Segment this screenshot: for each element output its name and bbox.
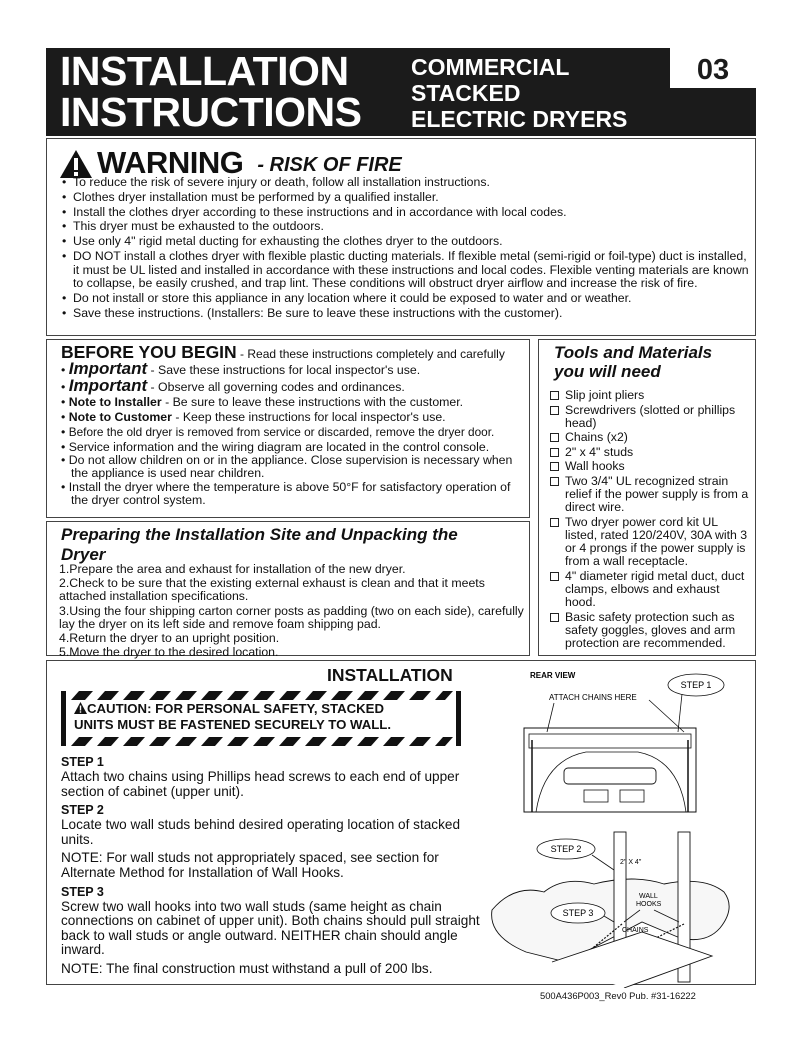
step-3-label: STEP 3 <box>61 884 104 899</box>
rear-view-label: REAR VIEW <box>530 671 576 680</box>
hazard-stripe-bottom <box>61 737 461 746</box>
title-line-2: INSTRUCTIONS <box>60 89 362 135</box>
step-2-label: STEP 2 <box>61 803 104 818</box>
tool-text: Screwdrivers (slotted or phillips head) <box>565 402 736 430</box>
checkbox-icon <box>550 477 559 486</box>
before-item: • Install the dryer where the temperature is above 50°F for satisfactory operation of the dryer control system. <box>61 479 511 508</box>
before-text: Do not allow children on or in the appliance. Close supervision is necessary when the appliance is used near children. <box>68 452 513 481</box>
tools-list <box>549 389 752 652</box>
note-customer-text: - Keep these instructions for local inspector's use. <box>171 409 446 424</box>
checkbox-icon <box>550 613 559 622</box>
before-text: Service information and the wiring diagram are located in the control console. <box>68 439 490 454</box>
warning-item: • Save these instructions. (Installers: Be sure to leave these instructions with the customer). <box>61 307 751 321</box>
before-item: • Important - Observe all governing codes and ordinances. <box>61 375 405 395</box>
chains-label: CHAINS <box>622 927 649 934</box>
before-list <box>61 359 526 509</box>
checkbox-icon <box>550 448 559 457</box>
installation-diagram <box>474 670 756 988</box>
checkbox-icon <box>550 406 559 415</box>
dryer-top-panel <box>529 734 691 748</box>
tool-text: Slip joint pliers <box>565 388 645 402</box>
checkbox-icon <box>550 433 559 442</box>
warning-item: • To reduce the risk of severe injury or death, follow all installation instructions. <box>61 176 751 190</box>
before-you-begin-box <box>46 339 530 518</box>
before-item: • Service information and the wiring diagram are located in the control console. <box>61 439 490 454</box>
hazard-edge-right <box>456 700 461 737</box>
note-installer-text: - Be sure to leave these instructions with the customer. <box>161 394 464 409</box>
title-line-1: INSTALLATION <box>60 48 349 94</box>
note-customer-label: Note to Customer <box>68 409 172 424</box>
before-item: • Before the old dryer is removed from service or discarded, remove the dryer door. <box>61 424 495 439</box>
warning-item: • Install the clothes dryer according to these instructions and in accordance with local codes. <box>61 206 751 220</box>
before-item: • Note to Customer - Keep these instructions for local inspector's use. <box>61 409 446 424</box>
preparing-item: 2.Check to be sure that the existing external exhaust is clean and that it meets attached installation specifications. <box>59 576 485 604</box>
preparing-title: Preparing the Installation Site and Unpacking the Dryer <box>61 525 458 564</box>
document-title <box>60 48 362 135</box>
important-text: - Observe all governing codes and ordinances. <box>147 379 405 394</box>
warning-item: • Use only 4" rigid metal ducting for exhausting the clothes dryer to the outdoors. <box>61 235 751 249</box>
preparing-item: 4.Return the dryer to an upright position. <box>59 631 280 646</box>
tool-item <box>549 389 752 402</box>
tool-text: Basic safety protection such as safety goggles, gloves and arm protection are recommended. <box>565 609 736 651</box>
checkbox-icon <box>550 462 559 471</box>
tool-item <box>549 570 752 610</box>
tool-text: Chains (x2) <box>565 430 628 445</box>
tool-text: Wall hooks <box>565 459 625 474</box>
before-item: • Note to Installer - Be sure to leave these instructions with the customer. <box>61 394 464 409</box>
step-2-note: NOTE: For wall studs not appropriately spaced, see section for Alternate Method for Installation of Wall Hooks. <box>61 850 439 880</box>
step-1-label: STEP 1 <box>61 755 104 769</box>
checkbox-icon <box>550 518 559 527</box>
wall-hooks-label-2: HOOKS <box>636 901 662 908</box>
hazard-stripe-top <box>61 691 461 700</box>
step-1-text: Attach two chains using Phillips head screws to each end of upper section of cabinet (upper unit). <box>61 769 460 799</box>
dryer-vent-panel <box>564 768 656 784</box>
before-tail: - Read these instructions completely and carefully <box>236 347 505 361</box>
caution-text <box>74 701 391 733</box>
warning-box <box>46 138 756 336</box>
subtitle-line-3: ELECTRIC DRYERS <box>411 106 628 132</box>
caution-triangle-icon <box>74 702 87 714</box>
dryer-opening <box>620 790 644 802</box>
warning-heading <box>59 143 402 179</box>
before-text: Before the old dryer is removed from service or discarded, remove the dryer door. <box>68 424 495 439</box>
tool-item <box>549 460 752 473</box>
leader-line <box>592 855 614 870</box>
document-id: 500A436P003_Rev0 Pub. #31-16222 <box>540 990 696 1001</box>
tools-title-line-2: you will need <box>554 361 661 381</box>
subtitle-line-1: COMMERCIAL <box>411 54 570 80</box>
tool-item <box>549 446 752 459</box>
warning-item: • Clothes dryer installation must be performed by a qualified installer. <box>61 191 751 205</box>
tools-title <box>554 344 712 381</box>
preparing-item: 1.Prepare the area and exhaust for installation of the new dryer. <box>59 562 406 576</box>
page-number: 03 <box>670 48 756 88</box>
tool-item <box>549 475 752 515</box>
installation-title: INSTALLATION <box>327 665 453 685</box>
leader-line <box>678 694 682 732</box>
wall-hooks-label-1: WALL <box>639 893 658 900</box>
warning-item: • This dryer must be exhausted to the outdoors. <box>61 220 751 234</box>
warning-item: • Do not install or store this appliance in any location where it could be exposed to water and or weather. <box>61 292 751 306</box>
tool-item <box>549 404 752 430</box>
step-2-callout-label: STEP 2 <box>550 844 582 854</box>
preparing-box <box>46 521 530 660</box>
product-subtitle <box>411 54 627 132</box>
studs-label: 2" X 4" <box>620 859 642 866</box>
dryer-opening <box>584 790 608 802</box>
caution-line-1: CAUTION: FOR PERSONAL SAFETY, STACKED <box>87 701 384 716</box>
tool-text: Two 3/4" UL recognized strain relief if the power supply is from a direct wire. <box>565 473 749 515</box>
warning-item: • DO NOT install a clothes dryer with flexible plastic ducting materials. If flexible metal (semi-rigid or foil-type) duct is installed, it must be UL listed and installed in accordance with these instructions and local codes. Flexible venting materials are known to collapse, be easily crushed, and trap lint. These conditions will obstruct dryer airflow and increase the risk of fire. <box>61 250 751 291</box>
preparing-item: 5.Move the dryer to the desired location. <box>59 645 279 660</box>
warning-list <box>61 176 751 321</box>
before-text: Install the dryer where the temperature is above 50°F for satisfactory operation of the dryer control system. <box>68 479 511 508</box>
final-note: NOTE: The final construction must withstand a pull of 200 lbs. <box>61 960 433 976</box>
note-installer-label: Note to Installer <box>68 394 162 409</box>
caution-line-2: UNITS MUST BE FASTENED SECURELY TO WALL. <box>74 717 392 732</box>
preparing-item: 3.Using the four shipping carton corner posts as padding (two on each side), carefully lay the dryer on its left side and remove foam shipping pad. <box>59 603 524 631</box>
hazard-edge-left <box>61 700 66 737</box>
before-title: BEFORE YOU BEGIN <box>61 342 237 362</box>
step-3-callout-label: STEP 3 <box>562 908 594 918</box>
subtitle-line-2: STACKED <box>411 80 521 106</box>
checkbox-icon <box>550 572 559 581</box>
tool-item <box>549 516 752 569</box>
step-1-callout-label: STEP 1 <box>680 680 712 690</box>
preparing-list <box>59 563 527 660</box>
tool-item <box>549 431 752 444</box>
checkbox-icon <box>550 391 559 400</box>
tool-text: Two dryer power cord kit UL listed, rated 120/240V, 30A with 3 or 4 prongs if the power supply is from a wall receptacle. <box>565 514 748 569</box>
tools-box <box>538 339 756 656</box>
attach-chains-label: ATTACH CHAINS HERE <box>549 693 637 702</box>
warning-risk: - RISK OF FIRE <box>257 154 402 176</box>
warning-word: WARNING <box>97 145 244 180</box>
important-label: Important <box>68 359 148 378</box>
tool-text: 2" x 4" studs <box>565 444 634 459</box>
important-label: Important <box>68 375 148 395</box>
tool-item <box>549 611 752 651</box>
installation-steps <box>61 751 481 981</box>
important-text: - Save these instructions for local inspector's use. <box>147 363 421 377</box>
page-header <box>46 48 756 136</box>
before-item: • Do not allow children on or in the appliance. Close supervision is necessary when the appliance is used near children. <box>61 452 513 481</box>
before-item: • Important - Save these instructions for local inspector's use. <box>61 359 421 378</box>
tools-title-line-1: Tools and Materials <box>554 343 713 362</box>
caution-banner <box>61 691 461 745</box>
step-2-text: Locate two wall studs behind desired operating location of stacked units. <box>61 817 460 847</box>
step-3-text: Screw two wall hooks into two wall studs (same height as chain connections on cabinet of upper unit). Both chains should pull straight back to wall studs or angle outward. NEITHER chain should angle inward. <box>61 898 480 958</box>
tool-text: 4" diameter rigid metal duct, duct clamps, elbows and exhaust hood. <box>565 568 745 610</box>
